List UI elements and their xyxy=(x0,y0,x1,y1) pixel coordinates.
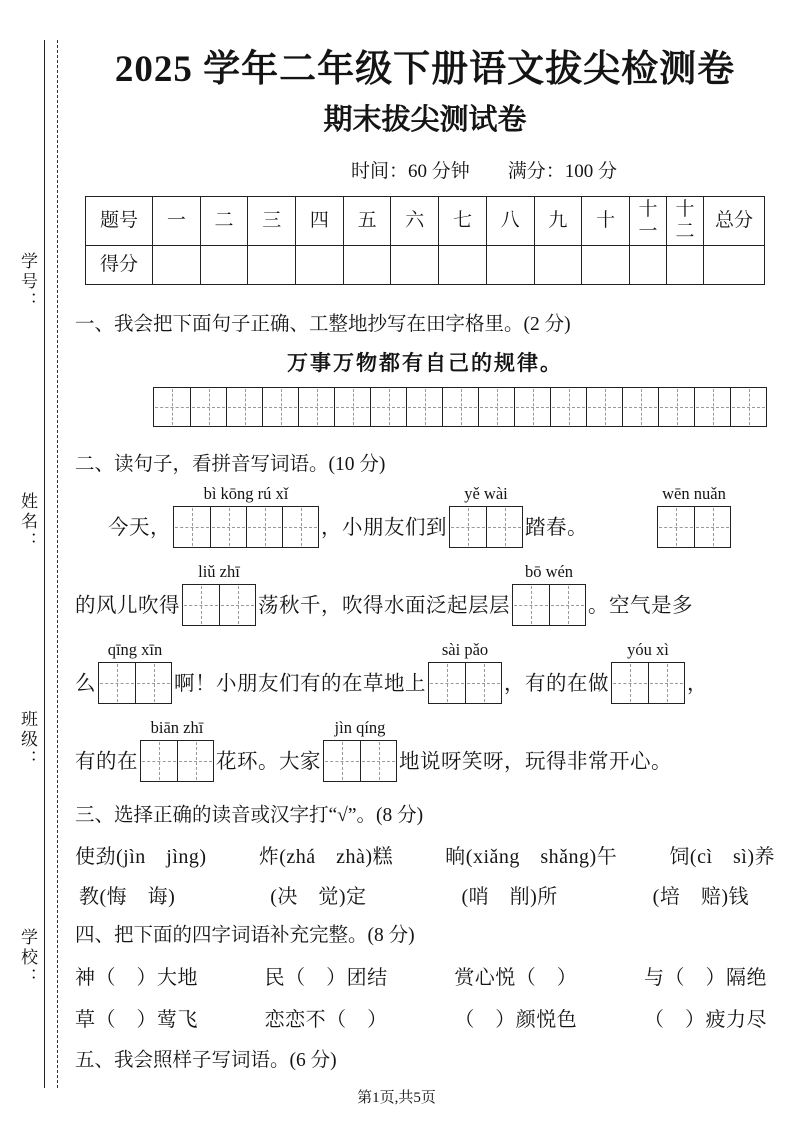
score-empty-cell xyxy=(296,245,344,284)
score-empty-cell xyxy=(667,245,704,284)
idiom-completion-block xyxy=(75,961,775,1032)
answer-box-cell xyxy=(486,507,522,547)
score-column-header: 三 xyxy=(248,196,296,245)
answer-boxes xyxy=(182,584,256,626)
score-column-header: 四 xyxy=(296,196,344,245)
margin-label: 学校： xyxy=(18,928,37,988)
page-footer: 第1页,共5页 xyxy=(357,1090,436,1106)
sentence-text: 花环。大家 xyxy=(216,751,321,774)
sentence-text: ，小朋友们到 xyxy=(321,517,447,540)
choice-item: 晌(xiǎng shǎng)午 xyxy=(445,845,618,868)
sentence-text: ，有的在做 xyxy=(504,673,609,696)
score-column-header: 九 xyxy=(534,196,582,245)
pinyin-box-group xyxy=(98,639,172,704)
pinyin-label: yóu xì xyxy=(627,640,669,660)
tianzige-cell xyxy=(190,388,226,426)
tianzige-cell xyxy=(406,388,442,426)
pinyin-box-group xyxy=(611,639,685,704)
tianzige-cell xyxy=(622,388,658,426)
margin-label: 姓名： xyxy=(18,492,37,552)
choice-item: (培 赔)钱 xyxy=(652,885,749,908)
choice-item: 使劲(jìn jìng) xyxy=(75,845,207,868)
margin-label: 学号： xyxy=(18,252,37,312)
score-column-header: 十 xyxy=(582,196,630,245)
score-empty-cell xyxy=(630,245,667,284)
tianzige-cell xyxy=(298,388,334,426)
copy-sentence: 万事万物都有自己的规律。 xyxy=(287,351,563,376)
pinyin-label: yě wài xyxy=(464,484,508,504)
idiom-item: 恋恋不（ ） xyxy=(264,1009,388,1032)
answer-boxes xyxy=(512,584,586,626)
pinyin-sentence-line xyxy=(75,561,775,626)
choice-item: 炸(zhá zhà)糕 xyxy=(258,845,394,868)
idiom-item: 神（ ）大地 xyxy=(75,967,198,990)
score-empty-cell xyxy=(248,245,296,284)
sentence-text: 地说呀笑呀，玩得非常开心。 xyxy=(399,751,672,774)
score-table xyxy=(85,196,765,285)
page-subtitle: 期末拔尖测试卷 xyxy=(323,104,527,137)
section1-heading: 一、我会把下面句子正确、工整地抄写在田字格里。(2 分) xyxy=(75,313,571,335)
tianzige-cell xyxy=(514,388,550,426)
idiom-item: （ ）颜悦色 xyxy=(454,1009,578,1032)
answer-box-cell xyxy=(174,507,210,547)
score-empty-cell xyxy=(200,245,248,284)
pinyin-box-group xyxy=(428,639,502,704)
idiom-item: 与（ ）隔绝 xyxy=(643,967,767,990)
choice-item: (哨 削)所 xyxy=(461,885,558,908)
choice-item: 教(悔 诲) xyxy=(79,885,176,908)
word-row xyxy=(75,840,775,869)
score-empty-cell xyxy=(153,245,201,284)
pinyin-label: jìn qíng xyxy=(334,718,386,738)
answer-box-cell xyxy=(658,507,694,547)
idiom-item: 民（ ）团结 xyxy=(264,967,388,990)
answer-boxes xyxy=(449,506,523,548)
sentence-text: 啊！小朋友们有的在草地上 xyxy=(174,673,426,696)
word-row xyxy=(75,1003,775,1032)
score-column-header: 一 xyxy=(153,196,201,245)
answer-box-cell xyxy=(135,663,171,703)
score-empty-cell xyxy=(439,245,487,284)
answer-box-cell xyxy=(360,741,396,781)
pinyin-box-group xyxy=(323,717,397,782)
answer-box-cell xyxy=(219,585,255,625)
answer-box-cell xyxy=(513,585,549,625)
pinyin-sentence-line xyxy=(75,717,775,782)
tianzige-cell xyxy=(154,388,190,426)
tianzige-cell xyxy=(730,388,766,426)
sentence-text: 有的在 xyxy=(75,751,138,774)
pinyin-sentence-block xyxy=(75,483,775,782)
choice-item: 饲(cì sì)养 xyxy=(669,845,775,868)
idiom-item: 草（ ）莺飞 xyxy=(75,1009,198,1032)
tianzige-cell xyxy=(478,388,514,426)
answer-boxes xyxy=(98,662,172,704)
score-empty-cell xyxy=(486,245,534,284)
score-empty-cell xyxy=(391,245,439,284)
score-empty-cell xyxy=(534,245,582,284)
answer-box-cell xyxy=(183,585,219,625)
answer-boxes xyxy=(140,740,214,782)
page-title: 2025 学年二年级下册语文拔尖检测卷 xyxy=(114,49,736,90)
score-column-header: 五 xyxy=(343,196,391,245)
score-column-header: 六 xyxy=(391,196,439,245)
score-column-header: 十二 xyxy=(667,196,704,245)
pinyin-box-group xyxy=(449,483,523,548)
score-empty-cell xyxy=(343,245,391,284)
tianzige-strip xyxy=(153,387,767,427)
answer-boxes xyxy=(428,662,502,704)
answer-box-cell xyxy=(694,507,730,547)
pinyin-box-group xyxy=(657,483,731,548)
score-empty-cell xyxy=(704,245,765,284)
section2-heading: 二、读句子，看拼音写词语。(10 分) xyxy=(75,454,386,476)
answer-box-cell xyxy=(177,741,213,781)
score-column-header: 二 xyxy=(200,196,248,245)
choice-item: (决 觉)定 xyxy=(270,885,367,908)
tianzige-cell xyxy=(262,388,298,426)
pinyin-label: biān zhī xyxy=(150,718,204,738)
answer-box-cell xyxy=(210,507,246,547)
seal-line-solid xyxy=(44,40,45,1088)
answer-box-cell xyxy=(324,741,360,781)
margin-label: 班级： xyxy=(18,710,37,770)
tianzige-cell xyxy=(658,388,694,426)
pinyin-box-group xyxy=(512,561,586,626)
tianzige-cell xyxy=(442,388,478,426)
answer-box-cell xyxy=(465,663,501,703)
section5-heading: 五、我会照样子写词语。(6 分) xyxy=(75,1050,337,1072)
sentence-text: 。空气是多 xyxy=(588,595,693,618)
pinyin-label: qīng xīn xyxy=(107,640,163,660)
answer-boxes xyxy=(173,506,319,548)
section3-heading: 三、选择正确的读音或汉字打“√”。(8 分) xyxy=(75,805,424,827)
sentence-text: 么 xyxy=(75,673,96,696)
answer-boxes xyxy=(323,740,397,782)
tianzige-cell xyxy=(334,388,370,426)
tianzige-cell xyxy=(550,388,586,426)
pronunciation-choice-block xyxy=(75,840,775,909)
score-column-header: 十一 xyxy=(630,196,667,245)
time-score-line: 时间：60 分钟 满分：100 分 xyxy=(351,160,618,182)
answer-box-cell xyxy=(429,663,465,703)
sentence-text: ， xyxy=(687,673,708,696)
answer-box-cell xyxy=(648,663,684,703)
answer-boxes xyxy=(657,506,731,548)
score-column-header: 八 xyxy=(486,196,534,245)
score-table-score-row xyxy=(86,245,765,284)
pinyin-sentence-line xyxy=(75,639,775,704)
pinyin-label: liǔ zhī xyxy=(198,562,240,582)
answer-box-cell xyxy=(282,507,318,547)
answer-boxes xyxy=(611,662,685,704)
sentence-text: 今天， xyxy=(108,517,171,540)
idiom-item: 赏心悦（ ） xyxy=(454,967,578,990)
score-empty-cell xyxy=(582,245,630,284)
sentence-text: 荡秋千，吹得水面泛起层层 xyxy=(258,595,510,618)
pinyin-box-group xyxy=(140,717,214,782)
answer-box-cell xyxy=(246,507,282,547)
tianzige-cell xyxy=(694,388,730,426)
word-row xyxy=(75,880,775,909)
pinyin-sentence-line xyxy=(75,483,775,548)
answer-box-cell xyxy=(549,585,585,625)
section4-heading: 四、把下面的四字词语补充完整。(8 分) xyxy=(75,924,415,946)
score-table-header-row xyxy=(86,196,765,245)
answer-box-cell xyxy=(612,663,648,703)
pinyin-box-group xyxy=(182,561,256,626)
answer-box-cell xyxy=(450,507,486,547)
word-row xyxy=(75,961,775,990)
pinyin-box-group xyxy=(173,483,319,548)
seal-line-dashed xyxy=(57,40,58,1088)
score-column-header: 七 xyxy=(439,196,487,245)
pinyin-label: bō wén xyxy=(524,562,574,582)
score-column-header: 总分 xyxy=(704,196,765,245)
tianzige-cell xyxy=(586,388,622,426)
answer-box-cell xyxy=(99,663,135,703)
sentence-text: 踏春。 xyxy=(525,517,588,540)
pinyin-label: bì kōng rú xǐ xyxy=(203,484,289,504)
tianzige-cell xyxy=(370,388,406,426)
pinyin-label: sài pǎo xyxy=(441,640,489,660)
score-row-label: 得分 xyxy=(86,245,153,284)
tianzige-cell xyxy=(226,388,262,426)
idiom-item: （ ）疲力尽 xyxy=(643,1009,767,1032)
score-table-corner: 题号 xyxy=(86,196,153,245)
sentence-text: 的风儿吹得 xyxy=(75,595,180,618)
exam-content xyxy=(75,40,775,1074)
pinyin-label: wēn nuǎn xyxy=(662,484,726,504)
answer-box-cell xyxy=(141,741,177,781)
